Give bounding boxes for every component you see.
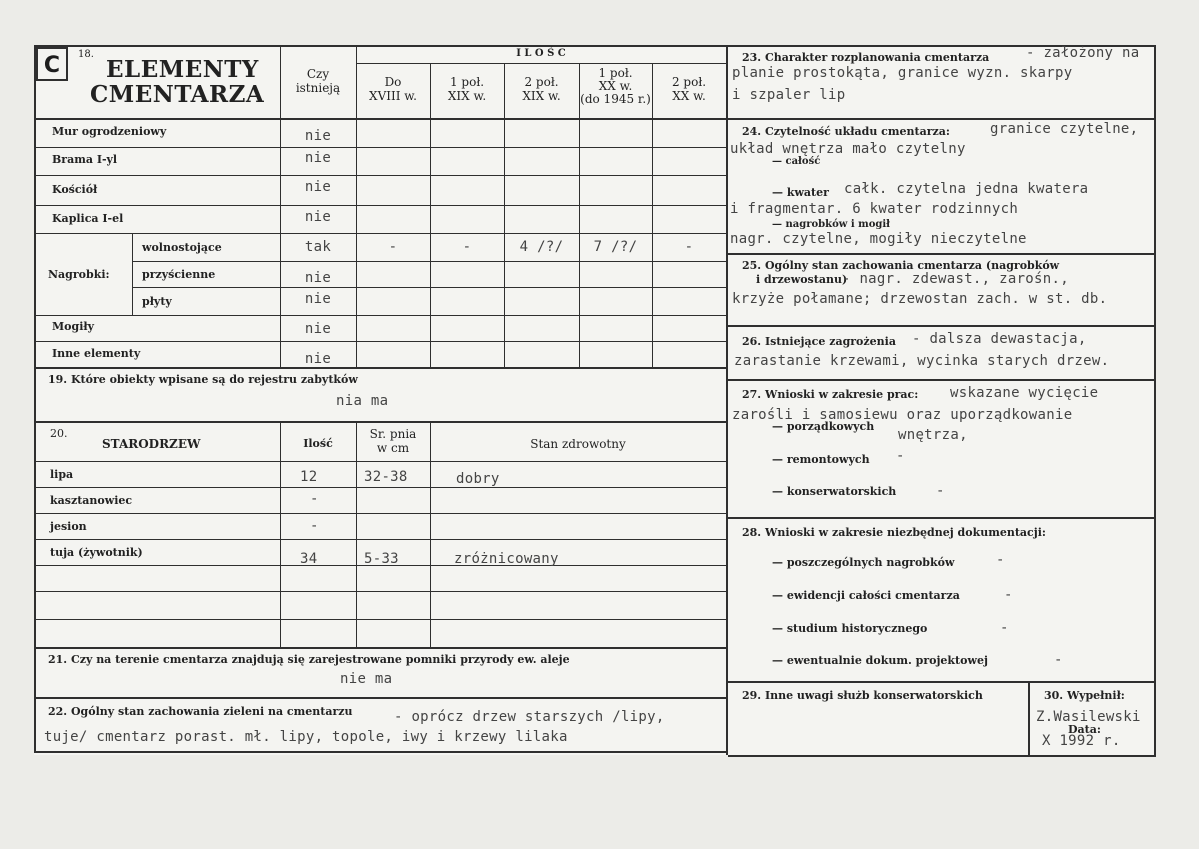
period-header: 2 poł. XX w. [671, 75, 707, 103]
line [280, 421, 281, 647]
line [34, 513, 726, 514]
s19-value: nia ma [336, 393, 389, 409]
s28-item: — ewidencji całości cmentarza [772, 589, 960, 602]
line [34, 341, 726, 342]
line [726, 325, 1156, 327]
line [34, 647, 728, 649]
count-value: - [388, 239, 398, 255]
s24-sub-nagrobkow: — nagrobków i mogił [772, 219, 891, 230]
period-header: 1 poł. XIX w. [447, 75, 487, 103]
s28-item-value: - [996, 552, 1005, 568]
s28-item: — poszczególnych nagrobków [772, 556, 955, 569]
exists-header: Czy istnieją [295, 67, 341, 95]
s23-label: 23. Charakter rozplanowania cmentarza [742, 51, 990, 64]
tree-name: tuja (żywotnik) [50, 546, 143, 559]
exists-value: nie [304, 179, 332, 195]
nagrobki-type: płyty [142, 295, 172, 308]
line [132, 261, 726, 262]
s28-item-value: - [1000, 620, 1009, 636]
tree-health: dobry [456, 471, 500, 487]
s30-name: Z.Wasilewski [1036, 709, 1141, 725]
s25-label-2: i drzewostanu) [756, 273, 848, 286]
s19-label: 19. Które obiekty wpisane są do rejestru zabytków [48, 373, 358, 386]
s24-sub-calosc: — całość [772, 156, 821, 167]
s24-value5: nagr. czytelne, mogiły nieczytelne [730, 231, 1027, 247]
s27-sub1: — porządkowych [772, 420, 875, 433]
s24-value2: układ wnętrza mało czytelny [730, 141, 966, 157]
s27-sub3-value: - [936, 483, 945, 499]
tree-count: - [310, 518, 319, 534]
line [1028, 681, 1030, 755]
s24-value4: i fragmentar. 6 kwater rodzinnych [730, 201, 1019, 217]
cemetery-form [34, 45, 1156, 755]
s27-label: 27. Wnioski w zakresie prac: [742, 388, 919, 401]
nagrobki-type: wolnostojące [142, 241, 222, 254]
line [34, 175, 726, 176]
s21-label: 21. Czy na terenie cmentarza znajdują się zarejestrowane pomniki przyrody ew. aleje [48, 653, 570, 666]
exists-value: nie [304, 128, 332, 144]
exists-value: nie [304, 321, 332, 337]
s20-title: STARODRZEW [102, 437, 201, 451]
s24-value3: całk. czytelna jedna kwatera [844, 181, 1089, 197]
tree-diam: 5-33 [364, 551, 399, 567]
tree-name: lipa [50, 468, 74, 481]
line [504, 63, 505, 367]
s20-col-diam: Sr. pnia w cm [369, 427, 417, 455]
element-label: Kaplica I-el [52, 212, 124, 225]
s27-sub3: — konserwatorskich [772, 485, 897, 498]
line [430, 63, 431, 367]
section-number: 18. [78, 49, 94, 60]
element-label: Inne elementy [52, 347, 141, 360]
s22-line1: - oprócz drzew starszych /lipy, [394, 709, 665, 725]
period-header: Do XVIII w. [369, 75, 417, 103]
exists-value: nie [304, 351, 332, 367]
tree-name: kasztanowiec [50, 494, 133, 507]
s26-value1: - dalsza dewastacja, [912, 331, 1087, 347]
s30-label: 30. Wypełnił: [1044, 689, 1125, 702]
line [726, 253, 1156, 255]
s26-value2: zarastanie krzewami, wycinka starych drzew. [734, 353, 1110, 369]
exists-value: nie [304, 150, 332, 166]
s27-sub2: — remontowych [772, 453, 870, 466]
nagrobki-label: Nagrobki: [48, 268, 110, 281]
quantity-header: I L O Ś C [516, 48, 566, 59]
exists-value: tak [304, 239, 332, 255]
line [34, 487, 726, 488]
s22-line2: tuje/ cmentarz porast. mł. lipy, topole, iwy i krzewy lilaka [44, 729, 568, 745]
s28-label: 28. Wnioski w zakresie niezbędnej dokumentacji: [742, 526, 1046, 539]
s27-sub2-value: - [896, 448, 905, 464]
tree-health: zróżnicowany [454, 551, 559, 567]
count-value: - [684, 239, 694, 255]
tree-count: - [310, 491, 319, 507]
s25-label: 25. Ogólny stan zachowania cmentarza (nagrobków [742, 259, 1060, 272]
count-value: - [462, 239, 472, 255]
s24-label: 24. Czytelność układu cmentarza: [742, 125, 950, 138]
line [579, 63, 580, 367]
s28-item: — ewentualnie dokum. projektowej [772, 654, 988, 667]
line [726, 118, 1156, 120]
line [652, 63, 653, 367]
line [34, 118, 728, 120]
frame-left [34, 45, 36, 751]
line [34, 461, 726, 462]
tree-name: jesion [50, 520, 87, 533]
count-value: 4 /?/ [519, 239, 564, 255]
line [34, 421, 728, 423]
line [34, 147, 726, 148]
line [34, 233, 726, 234]
s27-value3: wnętrza, [898, 427, 968, 443]
s28-item-value: - [1054, 652, 1063, 668]
period-header: 2 poł. XIX w. [522, 75, 561, 103]
s30-date-value: X 1992 r. [1042, 733, 1121, 749]
nagrobki-type: przyścienne [142, 268, 216, 281]
element-label: Mur ogrodzeniowy [52, 125, 167, 138]
line [726, 379, 1156, 381]
line [34, 367, 728, 369]
s23-line3: i szpaler lip [732, 87, 846, 103]
line [34, 697, 728, 699]
s30-date-label: Data: [1068, 723, 1101, 736]
s22-label: 22. Ogólny stan zachowania zieleni na cmentarzu [48, 705, 353, 718]
frame-bottom-left [34, 751, 728, 753]
s25-value1: - nagr. zdewast., zarośn., [842, 271, 1069, 287]
line [132, 287, 726, 288]
s20-number: 20. [50, 427, 68, 440]
element-label: Brama I-yl [52, 153, 118, 166]
s29-label: 29. Inne uwagi służb konserwatorskich [742, 689, 983, 702]
exists-value: nie [304, 270, 332, 286]
frame-top [34, 45, 1156, 47]
s28-item-value: - [1004, 587, 1013, 603]
tree-diam: 32-38 [364, 469, 408, 485]
s24-value1: granice czytelne, [990, 121, 1139, 137]
s23-line1: - założony na [1026, 45, 1140, 61]
line [132, 233, 133, 315]
exists-value: nie [304, 209, 332, 225]
section-title-1: ELEMENTY [106, 56, 259, 83]
corner-letter: C [36, 47, 68, 81]
line [34, 591, 726, 592]
s24-sub-kwater: — kwater [772, 186, 829, 199]
exists-value: nie [304, 291, 332, 307]
s23-line2: planie prostokąta, granice wyzn. skarpy [732, 65, 1073, 81]
element-label: Kościół [52, 183, 98, 196]
tree-count: 34 [300, 551, 318, 567]
s27-value2: zarośli i samosiewu oraz uporządkowanie [732, 407, 1073, 423]
line [726, 517, 1156, 519]
count-value: 7 /?/ [593, 239, 638, 255]
line [356, 63, 726, 64]
section-title-2: CMENTARZA [90, 81, 265, 108]
frame-right [1154, 45, 1156, 757]
element-label: Mogiły [52, 320, 95, 333]
period-header: 1 poł. XX w. (do 1945 r.) [580, 66, 651, 106]
line [726, 681, 1156, 683]
line [34, 315, 726, 316]
tree-count: 12 [300, 469, 318, 485]
s20-col-count: Ilość [303, 437, 333, 450]
line [34, 619, 726, 620]
line [430, 421, 431, 647]
s28-item: — studium historycznego [772, 622, 928, 635]
s21-value: nie ma [340, 671, 393, 687]
frame-bottom-right [728, 755, 1156, 757]
line [34, 205, 726, 206]
s25-value2: krzyże połamane; drzewostan zach. w st. db. [732, 291, 1108, 307]
s26-label: 26. Istniejące zagrożenia [742, 335, 896, 348]
line [34, 539, 726, 540]
s20-col-health: Stan zdrowotny [530, 437, 626, 451]
s27-value1: wskazane wycięcie [950, 385, 1099, 401]
